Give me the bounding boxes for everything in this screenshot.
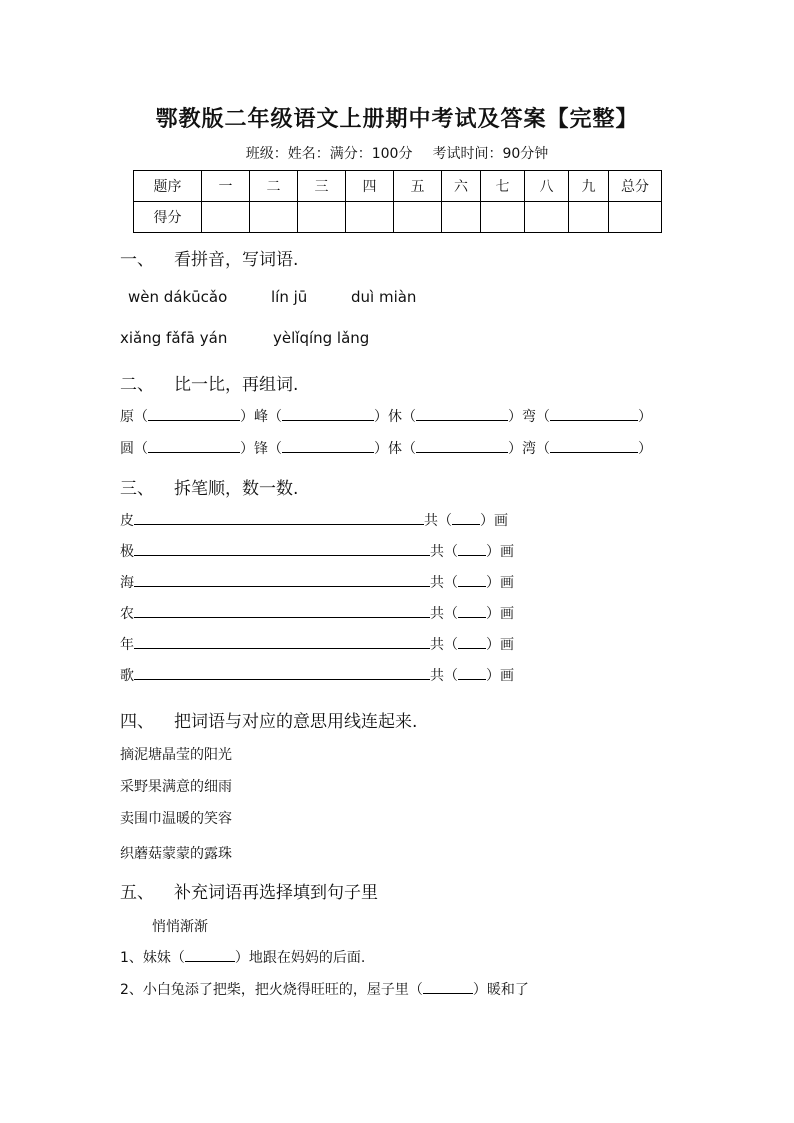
stroke-char: 年: [120, 637, 134, 653]
paren-open: （: [402, 409, 416, 425]
section-1-heading: [120, 245, 298, 270]
score-cell: [442, 202, 481, 233]
score-header-cell: 总分: [609, 171, 662, 202]
stroke-char: 农: [120, 606, 134, 622]
score-table-header-row: [134, 171, 662, 202]
stroke-order-line[interactable]: [134, 634, 430, 649]
stroke-count-label: 共（: [430, 544, 458, 560]
compare-row-2: [120, 438, 652, 458]
pinyin-item: yèlǐqíng lǎng: [273, 329, 370, 347]
stroke-count-unit: ）画: [486, 606, 514, 622]
stroke-count-unit: ）画: [486, 637, 514, 653]
stroke-count-label: 共（: [430, 606, 458, 622]
word-bank: 悄悄渐渐: [152, 919, 208, 935]
exam-info-right: 考试时间：90分钟: [432, 146, 549, 162]
stroke-count-label: 共（: [430, 637, 458, 653]
score-table-score-row: [134, 202, 662, 233]
section-title: 看拼音，写词语.: [174, 250, 299, 270]
score-header-cell: 七: [481, 171, 525, 202]
compare-char: 锋: [254, 441, 268, 457]
match-item: 摘泥塘晶莹的阳光: [120, 747, 232, 763]
score-cell: [609, 202, 662, 233]
score-header-cell: 四: [346, 171, 394, 202]
stroke-count-unit: ）画: [486, 544, 514, 560]
score-header-cell: 题序: [134, 171, 202, 202]
stroke-count-unit: ）画: [486, 668, 514, 684]
score-header-cell: 一: [202, 171, 250, 202]
section-5-heading: [120, 878, 378, 903]
score-header-cell: 五: [394, 171, 442, 202]
answer-blank[interactable]: [148, 440, 240, 453]
question-text: 1、妹妹（: [120, 950, 185, 966]
stroke-count-label: 共（: [424, 513, 452, 529]
paren-close: ）: [240, 441, 254, 457]
stroke-row: [120, 510, 508, 530]
stroke-count-blank[interactable]: [458, 543, 486, 556]
section-title: 比一比，再组词.: [174, 375, 299, 395]
paren-open: （: [268, 409, 282, 425]
paren-close: ）: [374, 409, 388, 425]
fill-question-2: [120, 979, 529, 999]
paren-open: （: [402, 441, 416, 457]
fill-question-1: [120, 947, 365, 967]
stroke-count-label: 共（: [430, 575, 458, 591]
pinyin-item: duì miàn: [351, 288, 417, 306]
stroke-char: 歌: [120, 668, 134, 684]
paren-close: ）: [374, 441, 388, 457]
paren-open: （: [134, 409, 148, 425]
match-item: 织蘑菇蒙蒙的露珠: [120, 846, 232, 862]
stroke-char: 极: [120, 544, 134, 560]
score-cell: [202, 202, 250, 233]
pinyin-item: wèn dákūcǎo: [128, 288, 228, 306]
compare-char: 湾: [522, 441, 536, 457]
paren-close: ）: [240, 409, 254, 425]
answer-blank[interactable]: [550, 408, 638, 421]
compare-char: 峰: [254, 409, 268, 425]
answer-blank[interactable]: [185, 949, 235, 962]
exam-info: [0, 143, 794, 163]
page-title: 鄂教版二年级语文上册期中考试及答案【完整】: [155, 106, 639, 132]
answer-blank[interactable]: [282, 440, 374, 453]
stroke-row: [120, 572, 514, 592]
score-cell: [394, 202, 442, 233]
stroke-count-unit: ）画: [480, 513, 508, 529]
section-number: 四、: [120, 712, 154, 732]
paren-close: ）: [638, 441, 652, 457]
match-item: 采野果满意的细雨: [120, 779, 232, 795]
stroke-order-line[interactable]: [134, 510, 424, 525]
score-table: [133, 170, 662, 233]
question-text: 2、小白兔添了把柴，把火烧得旺旺的，屋子里（: [120, 982, 423, 998]
stroke-row: [120, 665, 514, 685]
section-number: 三、: [120, 479, 154, 499]
paren-open: （: [268, 441, 282, 457]
compare-char: 弯: [522, 409, 536, 425]
paren-close: ）: [638, 409, 652, 425]
compare-row-1: [120, 406, 652, 426]
pinyin-item: xiǎng fǎfā yán: [120, 329, 228, 347]
stroke-order-line[interactable]: [134, 572, 430, 587]
stroke-count-blank[interactable]: [458, 636, 486, 649]
answer-blank[interactable]: [416, 440, 508, 453]
paren-open: （: [536, 409, 550, 425]
stroke-count-unit: ）画: [486, 575, 514, 591]
stroke-row: [120, 603, 514, 623]
answer-blank[interactable]: [148, 408, 240, 421]
section-title: 拆笔顺，数一数.: [174, 479, 299, 499]
compare-char: 体: [388, 441, 402, 457]
score-header-cell: 三: [298, 171, 346, 202]
question-text: ）暖和了: [472, 982, 529, 998]
answer-blank[interactable]: [282, 408, 374, 421]
answer-blank[interactable]: [416, 408, 508, 421]
stroke-row: [120, 634, 514, 654]
compare-char: 圆: [120, 441, 134, 457]
section-title: 把词语与对应的意思用线连起来.: [174, 712, 418, 732]
score-cell: [481, 202, 525, 233]
section-number: 二、: [120, 375, 154, 395]
score-row-label: 得分: [134, 202, 202, 233]
paren-close: ）: [508, 441, 522, 457]
match-item: 卖围巾温暖的笑容: [120, 811, 232, 827]
score-cell: [250, 202, 298, 233]
section-2-heading: [120, 370, 298, 395]
score-cell: [569, 202, 609, 233]
stroke-count-blank[interactable]: [458, 667, 486, 680]
compare-char: 休: [388, 409, 402, 425]
answer-blank[interactable]: [423, 981, 473, 994]
stroke-row: [120, 541, 514, 561]
answer-blank[interactable]: [550, 440, 638, 453]
score-cell: [298, 202, 346, 233]
score-cell: [346, 202, 394, 233]
paren-close: ）: [508, 409, 522, 425]
stroke-char: 皮: [120, 513, 134, 529]
pinyin-item: lín jū: [271, 288, 308, 306]
section-3-heading: [120, 474, 298, 499]
question-text: ）地跟在妈妈的后面.: [234, 950, 366, 966]
stroke-count-blank[interactable]: [458, 574, 486, 587]
score-header-cell: 九: [569, 171, 609, 202]
section-title: 补充词语再选择填到句子里: [174, 883, 378, 903]
paren-open: （: [134, 441, 148, 457]
stroke-order-line[interactable]: [134, 665, 430, 680]
stroke-count-label: 共（: [430, 668, 458, 684]
section-4-heading: [120, 707, 417, 732]
stroke-char: 海: [120, 575, 134, 591]
score-header-cell: 六: [442, 171, 481, 202]
score-header-cell: 二: [250, 171, 298, 202]
paren-open: （: [536, 441, 550, 457]
stroke-order-line[interactable]: [134, 541, 430, 556]
section-number: 一、: [120, 250, 154, 270]
stroke-count-blank[interactable]: [458, 605, 486, 618]
score-header-cell: 八: [525, 171, 569, 202]
stroke-order-line[interactable]: [134, 603, 430, 618]
exam-info-left: 班级：姓名：满分：100分: [245, 146, 413, 162]
section-number: 五、: [120, 883, 154, 903]
compare-char: 原: [120, 409, 134, 425]
stroke-count-blank[interactable]: [452, 512, 480, 525]
score-cell: [525, 202, 569, 233]
